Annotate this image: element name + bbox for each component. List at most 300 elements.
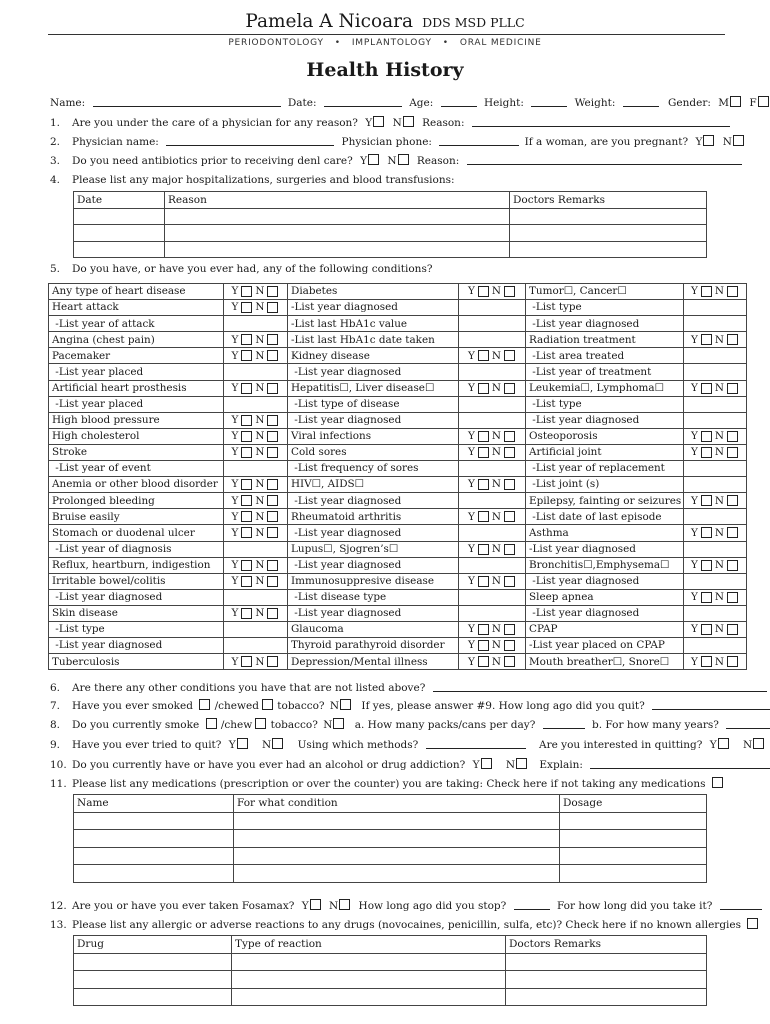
question-10: 10. Do you currently have or have you ever had an alcohol or drug addiction? Y N Explain: [50,758,770,771]
condition-label: -List year diagnosed [288,300,459,316]
yes-no-cell [224,541,288,557]
no-label: N [255,494,265,507]
yes-label: Y [691,446,698,459]
yes-no-cell [459,348,526,364]
yes-no-cell [459,477,526,493]
yes-checkbox[interactable] [478,624,489,635]
yes-checkbox[interactable] [241,511,252,522]
yes-checkbox[interactable] [701,431,712,442]
table-row [49,557,747,573]
yes-label: Y [468,430,475,443]
yes-no-cell [684,541,747,557]
yes-checkbox[interactable] [241,576,252,587]
no-label: N [255,430,265,443]
no-label: N [714,333,724,346]
fosamax-duration-field[interactable] [720,899,762,910]
years-field[interactable] [726,718,770,729]
yes-no-cell [224,316,288,332]
tried-quit-yes-checkbox[interactable] [237,738,248,749]
table-row [49,493,747,509]
yes-checkbox[interactable] [478,286,489,297]
yes-no-cell [224,638,288,654]
no-medications-checkbox[interactable] [712,777,723,788]
no-checkbox[interactable] [727,286,738,297]
no-checkbox[interactable] [267,576,278,587]
yes-no-cell [459,621,526,637]
yes-no-cell [684,412,747,428]
yes-label: Y [691,381,698,394]
no-label: N [491,639,501,652]
no-checkbox[interactable] [267,334,278,345]
yes-label: Y [691,591,698,604]
no-checkbox[interactable] [504,640,515,651]
yes-label: Y [231,607,239,620]
no-checkbox[interactable] [727,334,738,345]
no-checkbox[interactable] [504,624,515,635]
condition-label: -List year placed on CPAP [526,638,684,654]
table-row [49,300,747,316]
quit-how-long-field[interactable] [652,699,770,710]
no-checkbox[interactable] [267,431,278,442]
yes-label: Y [231,526,239,539]
yes-no-cell [684,380,747,396]
fosamax-no-checkbox[interactable] [339,899,350,910]
yes-no-cell [224,300,288,316]
condition-label: Bronchitis☐,Emphysema☐ [526,557,684,573]
no-checkbox[interactable] [267,495,278,506]
yes-no-cell [459,605,526,621]
tried-quit-no-checkbox[interactable] [272,738,283,749]
yes-no-cell [684,573,747,589]
no-checkbox[interactable] [267,415,278,426]
no-checkbox[interactable] [267,479,278,490]
packs-per-day-field[interactable] [543,718,585,729]
yes-label: Y [691,655,698,668]
table-row[interactable] [74,865,707,883]
table-row [49,621,747,637]
no-checkbox[interactable] [727,527,738,538]
no-label: N [255,381,265,394]
yes-label: Y [468,510,475,523]
yes-no-cell [459,332,526,348]
yes-checkbox[interactable] [241,479,252,490]
yes-no-cell [224,477,288,493]
no-checkbox[interactable] [267,608,278,619]
yes-checkbox[interactable] [478,479,489,490]
no-checkbox[interactable] [504,383,515,394]
condition-label: -List year of attack [49,316,224,332]
yes-no-cell [224,380,288,396]
condition-label: CPAP [526,621,684,637]
no-label: N [491,655,501,668]
condition-label: Lupus☐, Sjogren’s☐ [288,541,459,557]
yes-checkbox[interactable] [478,383,489,394]
q1-no-checkbox[interactable] [403,116,414,127]
no-label: N [255,607,265,620]
no-checkbox[interactable] [267,350,278,361]
condition-label: HIV☐, AIDS☐ [288,477,459,493]
yes-no-cell [459,573,526,589]
table-row[interactable] [74,241,707,258]
no-label: N [714,526,724,539]
yes-label: Y [231,285,239,298]
yes-label: Y [231,301,239,314]
no-label: N [491,285,501,298]
yes-no-cell [684,316,747,332]
no-checkbox[interactable] [727,624,738,635]
table-row[interactable] [74,953,707,971]
no-label: N [491,542,501,555]
weight-field[interactable] [623,96,659,107]
yes-checkbox[interactable] [241,527,252,538]
no-label: N [491,430,501,443]
table-row [49,461,747,477]
yes-checkbox[interactable] [241,415,252,426]
conditions-table [48,283,747,670]
condition-label: Heart attack [49,300,224,316]
yes-checkbox[interactable] [478,431,489,442]
yes-checkbox[interactable] [701,527,712,538]
chewed-checkbox[interactable] [262,699,273,710]
yes-no-cell [459,493,526,509]
yes-no-cell [459,428,526,444]
question-2: 2. Physician name: Physician phone: If a woman, are you pregnant? Y N [50,135,745,148]
yes-no-cell [224,364,288,380]
yes-checkbox[interactable] [478,656,489,667]
question-6: 6. Are there any other conditions you have that are not listed above? [50,681,767,694]
name-field[interactable] [93,96,281,107]
yes-checkbox[interactable] [478,576,489,587]
yes-no-cell [684,654,747,670]
demographics-line: Name: Date: Age: Height: Weight: Gender: M F [50,96,770,109]
age-field[interactable] [441,96,477,107]
no-label: N [491,623,501,636]
table-row[interactable] [74,988,707,1006]
condition-label: -List year diagnosed [288,605,459,621]
no-checkbox[interactable] [267,302,278,313]
yes-label: Y [691,430,698,443]
physician-phone-field[interactable] [439,135,519,146]
no-label: N [255,510,265,523]
table-row [49,477,747,493]
yes-no-cell [459,364,526,380]
no-checkbox[interactable] [504,511,515,522]
table-row[interactable] [74,847,707,865]
yes-checkbox[interactable] [241,560,252,571]
no-label: N [255,333,265,346]
yes-no-cell [684,364,747,380]
no-checkbox[interactable] [727,592,738,603]
no-label: N [255,301,265,314]
q3-yes-checkbox[interactable] [368,154,379,165]
condition-label: -List last HbA1c value [288,316,459,332]
yes-label: Y [691,494,698,507]
condition-label: Reflux, heartburn, indigestion [49,557,224,573]
condition-label: High cholesterol [49,428,224,444]
no-allergies-checkbox[interactable] [747,918,758,929]
addiction-no-checkbox[interactable] [516,758,527,769]
yes-checkbox[interactable] [241,431,252,442]
q3-reason-field[interactable] [467,154,742,165]
q8-no-checkbox[interactable] [333,718,344,729]
q3-no-checkbox[interactable] [398,154,409,165]
smoke-checkbox[interactable] [206,718,217,729]
table-row[interactable] [74,971,707,989]
question-3: 3. Do you need antibiotics prior to receiving denl care? Y N Reason: [50,154,742,167]
yes-checkbox[interactable] [701,286,712,297]
chew-checkbox[interactable] [255,718,266,729]
condition-label: Artificial heart prosthesis [49,380,224,396]
letterhead [0,11,770,32]
yes-checkbox[interactable] [241,334,252,345]
question-4: 4. Please list any major hospitalizations, surgeries and blood transfusions: [50,174,455,186]
yes-checkbox[interactable] [241,350,252,361]
condition-label: Artificial joint [526,444,684,460]
gender-m-checkbox[interactable] [730,96,741,107]
condition-label: Viral infections [288,428,459,444]
no-label: N [491,349,501,362]
yes-checkbox[interactable] [701,624,712,635]
yes-checkbox[interactable] [478,350,489,361]
yes-label: Y [468,542,475,555]
yes-label: Y [231,333,239,346]
no-checkbox[interactable] [727,447,738,458]
condition-label: Radiation treatment [526,332,684,348]
date-field[interactable] [324,96,402,107]
condition-label: -List year of diagnosis [49,541,224,557]
condition-label: -List year of event [49,461,224,477]
fosamax-stop-field[interactable] [514,899,550,910]
yes-no-cell [224,557,288,573]
yes-no-cell [684,477,747,493]
q1-reason-field[interactable] [472,116,730,127]
yes-no-cell [459,396,526,412]
header-rule [48,34,725,35]
yes-label: Y [691,285,698,298]
yes-no-cell [224,412,288,428]
height-field[interactable] [531,96,567,107]
yes-label: Y [231,575,239,588]
yes-checkbox[interactable] [701,383,712,394]
yes-checkbox[interactable] [701,334,712,345]
yes-label: Y [231,446,239,459]
addiction-explain-field[interactable] [590,758,770,769]
no-checkbox[interactable] [504,656,515,667]
interested-quit-no-checkbox[interactable] [753,738,764,749]
yes-no-cell [684,284,747,300]
condition-label: High blood pressure [49,412,224,428]
yes-no-cell [684,348,747,364]
table-row[interactable] [74,812,707,830]
condition-label: Kidney disease [288,348,459,364]
yes-checkbox[interactable] [241,302,252,313]
yes-no-cell [224,493,288,509]
no-label: N [255,478,265,491]
yes-label: Y [231,494,239,507]
yes-no-cell [459,525,526,541]
condition-label: Mouth breather☐, Snore☐ [526,654,684,670]
condition-label: -List year diagnosed [526,316,684,332]
no-label: N [491,381,501,394]
condition-label: Tuberculosis [49,654,224,670]
condition-label: Leukemia☐, Lymphoma☐ [526,380,684,396]
condition-label: Prolonged bleeding [49,493,224,509]
yes-checkbox[interactable] [701,495,712,506]
no-checkbox[interactable] [267,527,278,538]
condition-label: -List year of replacement [526,461,684,477]
yes-no-cell [459,284,526,300]
no-checkbox[interactable] [727,495,738,506]
yes-no-cell [459,300,526,316]
no-checkbox[interactable] [267,447,278,458]
no-checkbox[interactable] [727,560,738,571]
no-checkbox[interactable] [504,479,515,490]
interested-quit-yes-checkbox[interactable] [718,738,729,749]
yes-checkbox[interactable] [701,592,712,603]
specialties: PERIODONTOLOGY • IMPLANTOLOGY • ORAL MEDICINE [228,38,542,48]
yes-no-cell [224,444,288,460]
yes-label: Y [468,478,475,491]
yes-no-cell [224,605,288,621]
no-label: N [714,430,724,443]
condition-label: -List year diagnosed [526,412,684,428]
condition-label: -List year diagnosed [288,364,459,380]
condition-label: -List year diagnosed [288,412,459,428]
yes-label: Y [231,414,239,427]
yes-label: Y [231,381,239,394]
yes-no-cell [224,621,288,637]
yes-label: Y [231,478,239,491]
no-label: N [255,526,265,539]
yes-no-cell [224,396,288,412]
condition-label: Glaucoma [288,621,459,637]
table-row [49,573,747,589]
condition-label: Diabetes [288,284,459,300]
smoked-checkbox[interactable] [199,699,210,710]
q7-no-checkbox[interactable] [340,699,351,710]
yes-label: Y [231,655,239,668]
yes-checkbox[interactable] [478,544,489,555]
condition-label: Pacemaker [49,348,224,364]
yes-checkbox[interactable] [478,511,489,522]
yes-no-cell [684,557,747,573]
yes-no-cell [224,573,288,589]
table-row[interactable] [74,225,707,242]
condition-label: -List type [49,621,224,637]
no-checkbox[interactable] [727,383,738,394]
table-row [49,525,747,541]
condition-label: -List type [526,396,684,412]
condition-label: -List area treated [526,348,684,364]
no-label: N [255,558,265,571]
no-checkbox[interactable] [504,447,515,458]
no-checkbox[interactable] [267,286,278,297]
condition-label: Immunosuppresive disease [288,573,459,589]
yes-checkbox[interactable] [241,495,252,506]
no-checkbox[interactable] [267,560,278,571]
yes-checkbox[interactable] [241,608,252,619]
yes-label: Y [468,639,475,652]
no-checkbox[interactable] [504,576,515,587]
yes-no-cell [459,444,526,460]
gender-f-checkbox[interactable] [758,96,769,107]
fosamax-yes-checkbox[interactable] [310,899,321,910]
physician-name-field[interactable] [166,135,334,146]
yes-label: Y [231,510,239,523]
table-row[interactable] [74,830,707,848]
yes-no-cell [224,428,288,444]
yes-checkbox[interactable] [241,447,252,458]
no-checkbox[interactable] [504,286,515,297]
yes-no-cell [224,654,288,670]
table-row[interactable] [74,208,707,225]
question-12: 12. Are you or have you ever taken Fosamax? Y N How long ago did you stop? For how long did you take it? [50,899,762,912]
yes-no-cell [684,428,747,444]
yes-label: Y [468,381,475,394]
yes-checkbox[interactable] [241,656,252,667]
no-checkbox[interactable] [267,383,278,394]
no-checkbox[interactable] [267,656,278,667]
yes-checkbox[interactable] [241,286,252,297]
no-label: N [491,446,501,459]
yes-checkbox[interactable] [478,640,489,651]
table-row [49,605,747,621]
no-checkbox[interactable] [727,656,738,667]
yes-no-cell [684,461,747,477]
question-13: 13. Please list any allergic or adverse reactions to any drugs (novocaines, penicillin, sulfa, etc)? Check here if no known allergies [50,918,759,931]
no-checkbox[interactable] [267,511,278,522]
condition-label: Asthma [526,525,684,541]
no-checkbox[interactable] [727,431,738,442]
no-label: N [714,285,724,298]
q1-yes-checkbox[interactable] [373,116,384,127]
yes-checkbox[interactable] [701,656,712,667]
yes-checkbox[interactable] [701,560,712,571]
practitioner-name: Pamela A Nicoara [245,11,414,32]
condition-label: Skin disease [49,605,224,621]
no-checkbox[interactable] [504,431,515,442]
yes-checkbox[interactable] [478,447,489,458]
yes-checkbox[interactable] [241,383,252,394]
no-label: N [714,655,724,668]
quit-methods-field[interactable] [426,738,526,749]
addiction-yes-checkbox[interactable] [481,758,492,769]
yes-no-cell [459,638,526,654]
yes-no-cell [459,380,526,396]
no-label: N [714,558,724,571]
yes-no-cell [459,654,526,670]
table-row [49,364,747,380]
credentials: DDS MSD PLLC [422,15,525,30]
table-row [49,412,747,428]
yes-no-cell [224,284,288,300]
yes-checkbox[interactable] [701,447,712,458]
condition-label: Cold sores [288,444,459,460]
no-label: N [255,349,265,362]
yes-no-cell [224,589,288,605]
yes-label: Y [691,526,698,539]
pregnant-yes-checkbox[interactable] [703,135,714,146]
yes-no-cell [224,332,288,348]
other-conditions-field[interactable] [433,681,767,692]
no-checkbox[interactable] [504,544,515,555]
yes-label: Y [468,623,475,636]
no-checkbox[interactable] [504,350,515,361]
table-row [49,316,747,332]
condition-label: -List year diagnosed [288,493,459,509]
no-label: N [714,446,724,459]
pregnant-no-checkbox[interactable] [733,135,744,146]
